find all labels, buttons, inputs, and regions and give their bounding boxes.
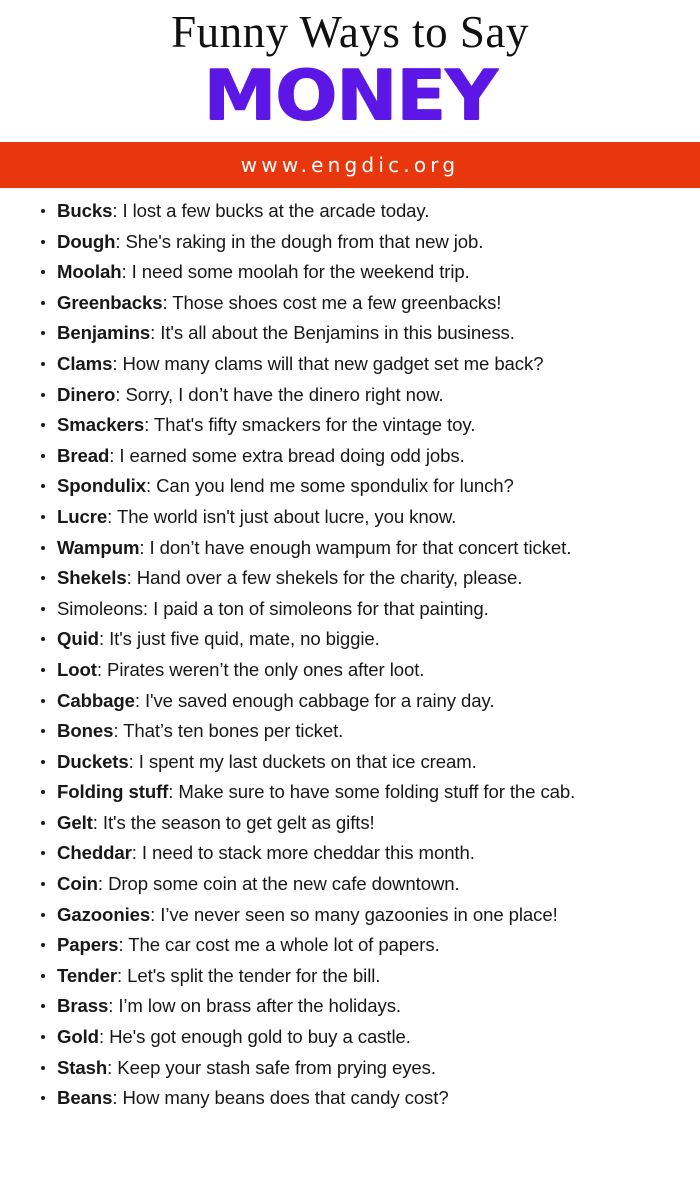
synonym-term: Cabbage [57, 689, 135, 711]
term-separator: : [168, 781, 179, 803]
synonym-term: Loot [57, 658, 97, 680]
synonym-term: Papers [57, 934, 119, 956]
synonym-term: Brass [57, 995, 109, 1017]
list-item [40, 900, 686, 931]
list-item [40, 961, 686, 992]
synonym-term: Benjamins [57, 322, 151, 344]
keyword-wrapper [0, 54, 700, 137]
example-sentence: I need to stack more cheddar this month. [141, 842, 475, 864]
example-sentence: It's all about the Benjamins in this business. [160, 322, 515, 344]
synonym-term: Dough [57, 230, 116, 252]
synonym-term: Tender [57, 964, 118, 986]
synonym-term: Folding stuff [57, 781, 169, 803]
list-item [40, 1022, 686, 1053]
list-item [40, 991, 686, 1022]
synonym-term: Stash [57, 1056, 108, 1078]
list-item [40, 257, 686, 288]
list-item [40, 594, 686, 625]
example-sentence: That's fifty smackers for the vintage toy. [153, 414, 476, 436]
synonym-term: Greenbacks [57, 291, 163, 313]
synonym-list [0, 188, 700, 1114]
example-sentence: That’s ten bones per ticket. [123, 720, 344, 742]
list-item [40, 563, 686, 594]
term-separator: : [112, 200, 123, 221]
term-separator: : [117, 964, 128, 986]
example-sentence: Make sure to have some folding stuff for the cab. [178, 781, 576, 803]
list-item [40, 441, 686, 472]
term-separator: : [108, 995, 119, 1017]
synonym-term: Spondulix [57, 475, 146, 497]
example-sentence: I paid a ton of simoleons for that painting. [153, 597, 489, 619]
term-separator: : [115, 230, 126, 252]
list-item [40, 1053, 686, 1084]
example-sentence: Those shoes cost me a few greenbacks! [172, 291, 502, 313]
synonym-term: Cheddar [57, 842, 132, 864]
list-item [40, 930, 686, 961]
synonym-term: Lucre [57, 505, 108, 527]
example-sentence: Let's split the tender for the bill. [127, 964, 381, 986]
term-separator: : [97, 873, 109, 895]
list-item [40, 686, 686, 717]
synonym-term: Gelt [57, 811, 93, 833]
page-header [0, 0, 700, 137]
example-sentence: Drop some coin at the new cafe downtown. [108, 873, 460, 895]
list-item [40, 502, 686, 533]
list-item [40, 318, 686, 349]
synonym-term: Duckets [57, 750, 129, 772]
list-item [40, 747, 686, 778]
list-item [40, 410, 686, 441]
term-separator: : [128, 750, 139, 772]
synonym-term: Quid [57, 628, 99, 650]
term-separator: : [162, 291, 173, 313]
term-separator: : [98, 1026, 110, 1048]
term-separator: : [142, 597, 154, 619]
example-sentence: I earned some extra bread doing odd jobs. [119, 444, 465, 466]
term-separator: : [98, 628, 110, 650]
list-item [40, 869, 686, 900]
example-sentence: I've saved enough cabbage for a rainy day. [144, 689, 495, 711]
example-sentence: He's got enough gold to buy a castle. [109, 1026, 411, 1048]
list-item [40, 808, 686, 839]
example-sentence: I lost a few bucks at the arcade today. [122, 200, 430, 221]
example-sentence: I don’t have enough wampum for that concert ticket. [149, 536, 572, 558]
synonym-term: Bucks [57, 200, 113, 221]
list-item [40, 380, 686, 411]
synonym-term: Dinero [57, 383, 116, 405]
example-sentence: I spent my last duckets on that ice cream. [138, 750, 477, 772]
example-sentence: How many clams will that new gadget set me back? [122, 352, 544, 374]
synonym-term: Beans [57, 1087, 113, 1109]
list-item [40, 716, 686, 747]
example-sentence: Hand over a few shekels for the charity, please. [136, 567, 523, 589]
term-separator: : [118, 934, 129, 956]
list-item [40, 471, 686, 502]
term-separator: : [126, 567, 137, 589]
term-separator: : [115, 383, 126, 405]
example-sentence: It's the season to get gelt as gifts! [102, 811, 375, 833]
term-separator: : [139, 536, 150, 558]
term-separator: : [150, 322, 161, 344]
term-separator: : [113, 720, 124, 742]
term-separator: : [96, 658, 108, 680]
term-separator: : [112, 352, 123, 374]
list-item [40, 349, 686, 380]
term-separator: : [134, 689, 145, 711]
example-sentence: I’ve never seen so many gazoonies in one place! [160, 903, 558, 925]
list-item [40, 196, 686, 227]
synonym-term: Coin [57, 873, 98, 895]
example-sentence: Sorry, I don’t have the dinero right now. [125, 383, 444, 405]
list-item [40, 288, 686, 319]
synonym-term: Shekels [57, 567, 127, 589]
synonym-term: Wampum [57, 536, 140, 558]
example-sentence: It's just five quid, mate, no biggie. [109, 628, 380, 650]
term-separator: : [144, 414, 154, 436]
synonym-term: Bread [57, 444, 110, 466]
synonym-term: Simoleons [57, 597, 143, 619]
term-separator: : [112, 1087, 123, 1109]
list-item [40, 1083, 686, 1114]
synonym-term: Clams [57, 352, 113, 374]
keyword-money: MONEY [203, 54, 497, 137]
list-item [40, 533, 686, 564]
term-separator: : [92, 811, 103, 833]
term-separator: : [121, 261, 132, 283]
example-sentence: How many beans does that candy cost? [122, 1087, 449, 1109]
example-sentence: The world isn't just about lucre, you know. [116, 505, 457, 527]
term-separator: : [107, 505, 117, 527]
list-item [40, 838, 686, 869]
synonym-term: Gazoonies [57, 903, 151, 925]
example-sentence: Pirates weren’t the only ones after loot. [107, 658, 425, 680]
list-item [40, 655, 686, 686]
term-separator: : [145, 475, 157, 497]
example-sentence: The car cost me a whole lot of papers. [128, 934, 440, 956]
example-sentence: Can you lend me some spondulix for lunch? [156, 475, 514, 497]
list-item [40, 777, 686, 808]
term-separator: : [150, 903, 161, 925]
page-title: Funny Ways to Say [171, 7, 529, 57]
website-banner [0, 142, 700, 188]
example-sentence: I’m low on brass after the holidays. [118, 995, 401, 1017]
example-sentence: Keep your stash safe from prying eyes. [117, 1056, 436, 1078]
example-sentence: She's raking in the dough from that new job. [125, 230, 484, 252]
term-separator: : [131, 842, 142, 864]
website-url: www.engdic.org [240, 153, 460, 177]
synonym-term: Bones [57, 720, 114, 742]
term-separator: : [107, 1056, 118, 1078]
list-item [40, 624, 686, 655]
example-sentence: I need some moolah for the weekend trip. [131, 261, 470, 283]
synonym-term: Moolah [57, 261, 122, 283]
synonym-term: Smackers [57, 414, 145, 436]
synonym-term: Gold [57, 1026, 99, 1048]
term-separator: : [109, 444, 120, 466]
list-item [40, 227, 686, 258]
